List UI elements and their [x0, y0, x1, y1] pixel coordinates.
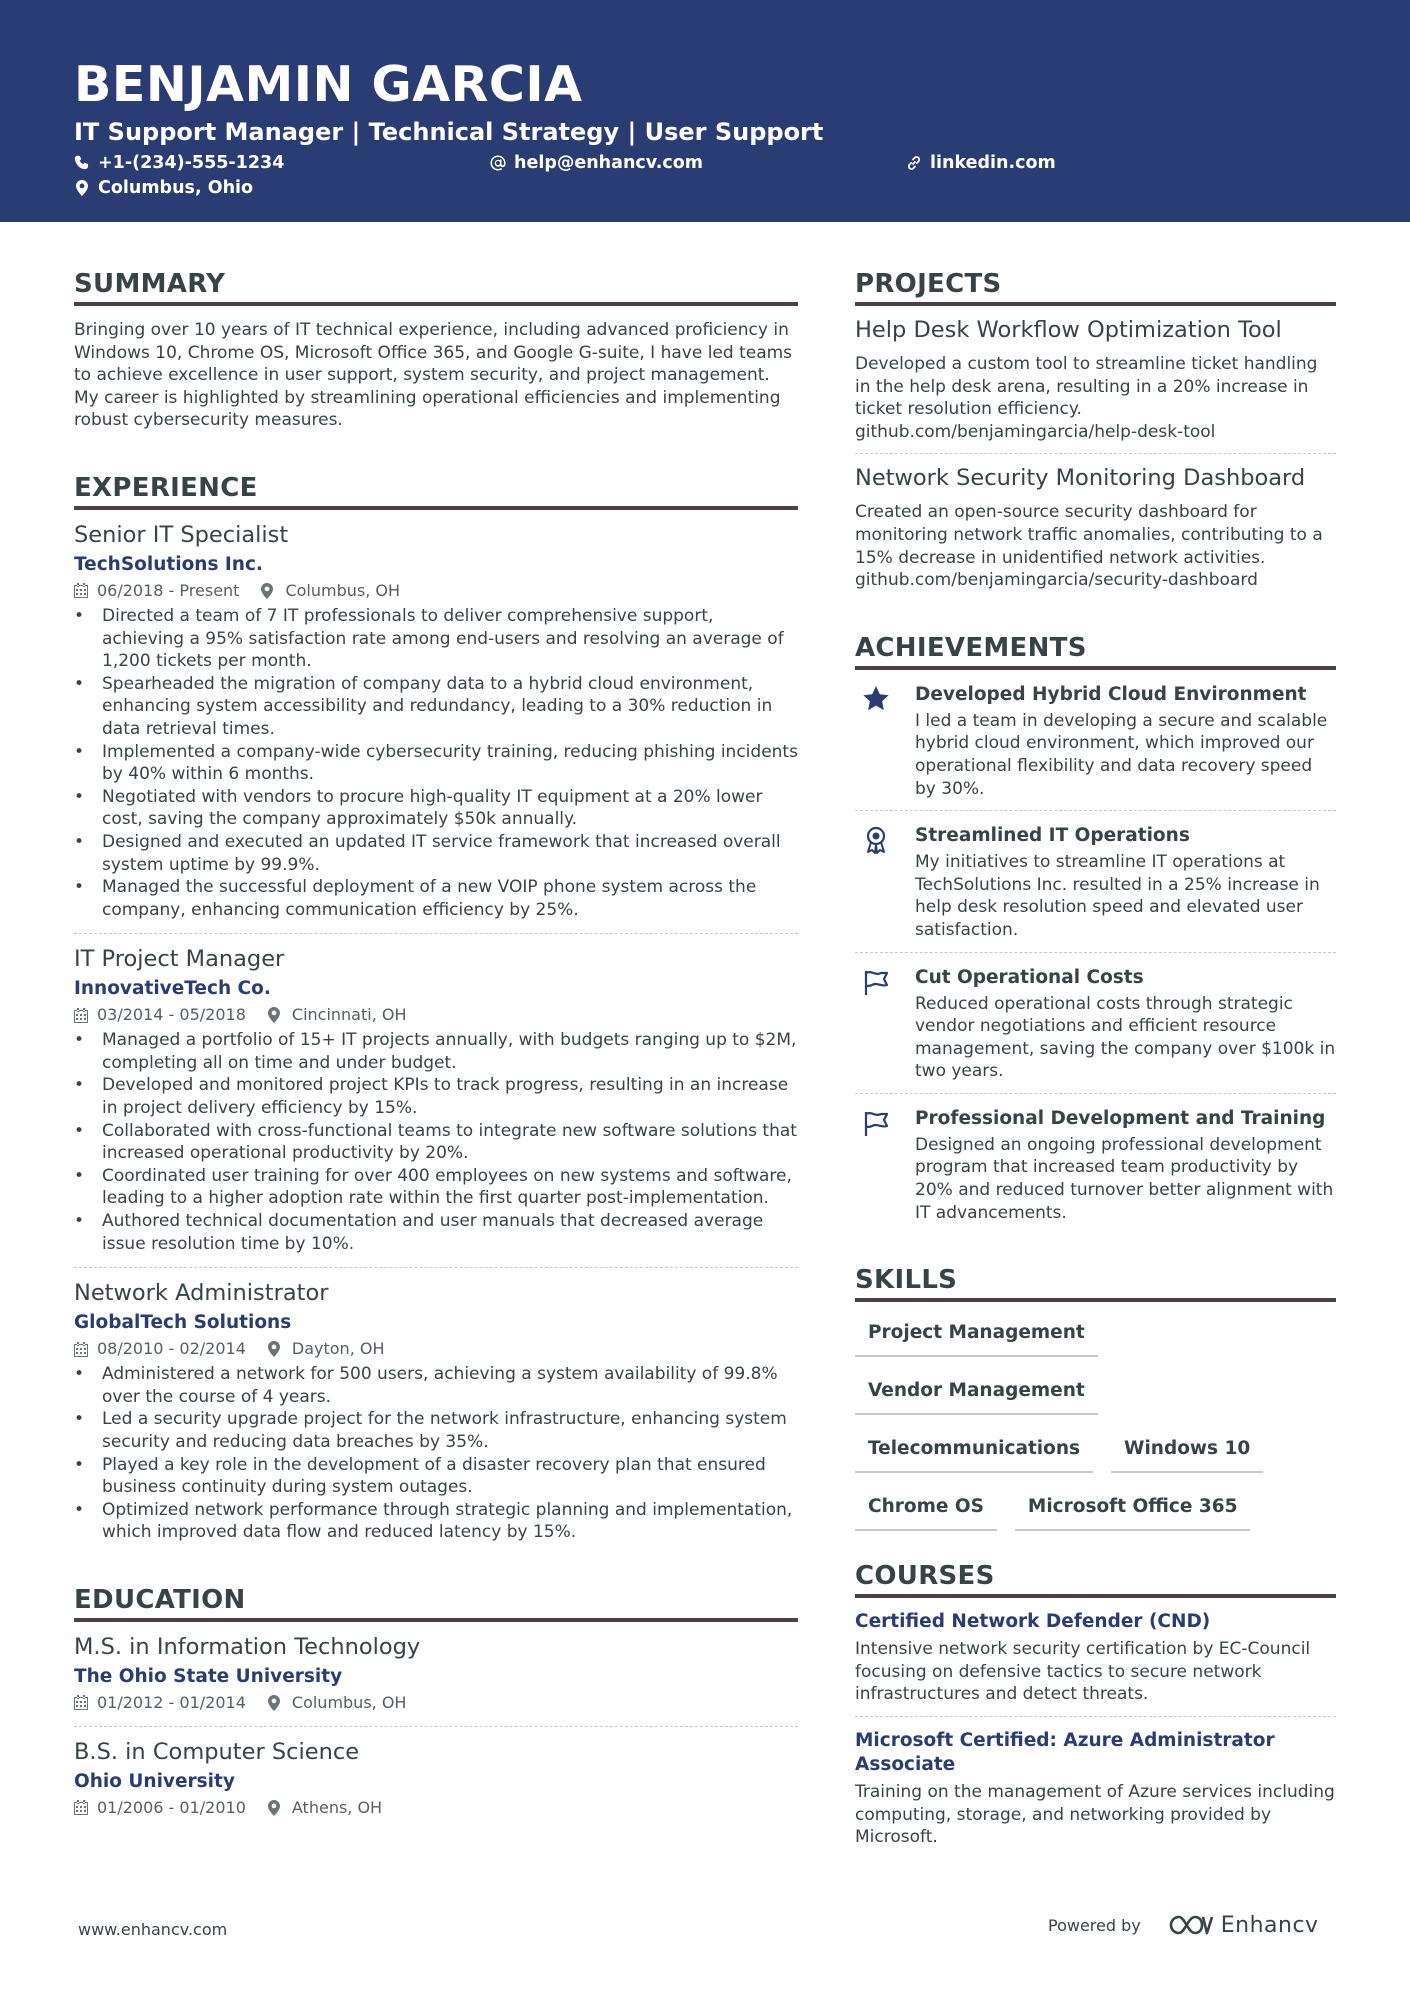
bullet-item: • Led a security upgrade project for the network infrastructure, enhancing system security and reducing data breaches by 35%. — [74, 1408, 798, 1453]
achievement-entry — [855, 670, 1336, 810]
flag-icon — [861, 1108, 891, 1138]
bullet-item: • Played a key role in the development of a disaster recovery plan that ensured business continuity during system outages. — [74, 1454, 798, 1499]
bullet-item: • Managed the successful deployment of a new VOIP phone system across the company, enhancing communication efficiency by 25%. — [74, 876, 798, 921]
education-meta — [74, 1797, 798, 1819]
footer-branding[interactable] — [1048, 1912, 1319, 1938]
contact-phone[interactable] — [74, 153, 284, 173]
email-text: help@enhancv.com — [514, 153, 704, 173]
school-name: Ohio University — [74, 1770, 235, 1792]
flag-icon — [861, 967, 891, 997]
courses-section — [855, 1560, 1336, 1859]
star-icon — [861, 684, 891, 714]
job-location: Columbus, OH — [285, 580, 401, 600]
section-title-skills: SKILLS — [855, 1264, 1336, 1302]
course-title: Certified Network Defender (CND) — [855, 1611, 1211, 1633]
course-entry — [855, 1716, 1336, 1859]
degree: M.S. in Information Technology — [74, 1633, 421, 1660]
achievement-description: I led a team in developing a secure and scalable hybrid cloud environment, which improved our operational flexibility and data recovery speed by 30%. — [915, 710, 1328, 799]
location-pin-icon — [74, 180, 90, 196]
project-title: Network Security Monitoring Dashboard — [855, 465, 1306, 492]
achievement-entry — [855, 810, 1336, 951]
location-pin-icon — [268, 1341, 280, 1357]
bullet-item: • Implemented a company-wide cybersecurity training, reducing phishing incidents by 40% within 6 months. — [74, 741, 798, 786]
contact-linkedin[interactable] — [906, 153, 1056, 173]
calendar-icon — [74, 1008, 88, 1023]
job-title: Network Administrator — [74, 1280, 329, 1307]
skills-list — [855, 1318, 1336, 1550]
course-description: Training on the management of Azure services including computing, storage, and networking provided by Microsoft. — [855, 1782, 1335, 1848]
job-bullets — [74, 1029, 798, 1255]
linkedin-text: linkedin.com — [930, 153, 1056, 173]
section-title-education: EDUCATION — [74, 1584, 798, 1622]
degree: B.S. in Computer Science — [74, 1738, 360, 1765]
job-title: IT Project Manager — [74, 946, 285, 973]
job-entry — [74, 510, 798, 933]
job-entry — [74, 1267, 798, 1556]
projects-section — [855, 268, 1336, 602]
location-text: Columbus, Ohio — [98, 178, 254, 198]
education-dates: 01/2006 - 01/2010 — [97, 1797, 246, 1817]
project-description: Developed a custom tool to streamline ticket handling in the help desk arena, resulting in a 20% increase in ticket resolution efficiency. github.com/benjamingarcia/help-desk-tool — [855, 354, 1318, 442]
course-description: Intensive network security certification by EC-Council focusing on defensive tactics to secure network infrastructures and detect threats. — [855, 1639, 1311, 1705]
education-location: Columbus, OH — [291, 1692, 407, 1712]
achievement-title: Cut Operational Costs — [915, 966, 1144, 988]
project-title: Help Desk Workflow Optimization Tool — [855, 317, 1282, 343]
course-title: Microsoft Certified: Azure Administrator Associate — [855, 1730, 1275, 1776]
enhancv-logo — [1167, 1912, 1319, 1938]
bullet-item: • Optimized network performance through strategic planning and implementation, which improved data flow and reduced latency by 15%. — [74, 1499, 798, 1544]
job-meta — [74, 1004, 798, 1026]
candidate-title: IT Support Manager | Technical Strategy | User Support — [74, 118, 824, 146]
calendar-icon — [74, 583, 88, 598]
section-title-courses: COURSES — [855, 1560, 1336, 1598]
skill-tag: Microsoft Office 365 — [1015, 1492, 1251, 1531]
bullet-item: • Authored technical documentation and user manuals that decreased average issue resolution time by 10%. — [74, 1210, 798, 1255]
achievements-section — [855, 632, 1336, 1235]
achievement-description: My initiatives to streamline IT operations at TechSolutions Inc. resulted in a 25% increase in help desk resolution speed and elevated user satisfaction. — [915, 852, 1320, 940]
job-title: Senior IT Specialist — [74, 521, 289, 548]
education-dates: 01/2012 - 01/2014 — [97, 1692, 246, 1712]
job-dates: 06/2018 - Present — [97, 580, 240, 600]
left-column — [74, 268, 798, 1831]
bullet-item: • Administered a network for 500 users, achieving a system availability of 99.8% over the course of 4 years. — [74, 1363, 798, 1408]
skill-tag: Project Management — [855, 1318, 1098, 1357]
section-title-experience: EXPERIENCE — [74, 472, 798, 510]
phone-text: +1-(234)-555-1234 — [98, 153, 285, 173]
experience-section — [74, 472, 798, 1556]
location-pin-icon — [268, 1800, 280, 1816]
section-title-achievements: ACHIEVEMENTS — [855, 632, 1336, 670]
bullet-item: • Negotiated with vendors to procure high-quality IT equipment at a 20% lower cost, saving the company approximately $50k annually. — [74, 786, 798, 831]
education-location: Athens, OH — [291, 1797, 383, 1817]
achievement-description: Designed an ongoing professional development program that increased team productivity by 20% and reduced turnover better alignment with IT advancements. — [915, 1134, 1334, 1223]
award-ribbon-icon — [861, 825, 891, 855]
bullet-item: • Designed and executed an updated IT service framework that increased overall system uptime by 99.9%. — [74, 831, 798, 876]
achievement-title: Developed Hybrid Cloud Environment — [915, 683, 1307, 705]
right-column — [855, 268, 1336, 1859]
section-title-summary: SUMMARY — [74, 268, 798, 306]
project-entry — [855, 306, 1336, 453]
location-pin-icon — [268, 1007, 280, 1023]
education-entry — [74, 1622, 798, 1726]
achievement-title: Streamlined IT Operations — [915, 825, 1190, 847]
location-pin-icon — [261, 583, 273, 599]
resume-header — [0, 0, 1410, 222]
education-meta — [74, 1692, 798, 1714]
job-bullets — [74, 605, 798, 921]
calendar-icon — [74, 1800, 88, 1815]
company-name: InnovativeTech Co. — [74, 978, 271, 1000]
project-description: Created an open-source security dashboard for monitoring network traffic anomalies, contributing to a 15% decrease in unidentified network activities. github.com/benjamingarcia/security-dashboard — [855, 502, 1323, 591]
job-meta — [74, 1338, 798, 1360]
job-bullets — [74, 1363, 798, 1544]
course-entry — [855, 1598, 1336, 1716]
job-location: Cincinnati, OH — [291, 1005, 407, 1025]
skill-tag: Telecommunications — [855, 1434, 1093, 1473]
job-entry — [74, 933, 798, 1267]
at-sign-icon — [490, 155, 506, 171]
candidate-name: BENJAMIN GARCIA — [74, 56, 583, 113]
company-name: TechSolutions Inc. — [74, 553, 263, 575]
summary-section — [74, 268, 798, 432]
contact-email[interactable] — [490, 153, 703, 173]
bullet-item: • Spearheaded the migration of company data to a hybrid cloud environment, enhancing system accessibility and redundancy, leading to a 30% reduction in data retrieval times. — [74, 673, 798, 741]
section-title-projects: PROJECTS — [855, 268, 1336, 306]
company-name: GlobalTech Solutions — [74, 1312, 292, 1334]
achievement-entry — [855, 1093, 1336, 1234]
skills-section — [855, 1264, 1336, 1550]
powered-by-text: Powered by — [1048, 1915, 1141, 1935]
achievement-entry — [855, 952, 1336, 1093]
bullet-item: • Directed a team of 7 IT professionals to deliver comprehensive support, achieving a 95% satisfaction rate among end-users and resolving an average of 1,200 tickets per month. — [74, 605, 798, 673]
summary-text: Bringing over 10 years of IT technical experience, including advanced proficiency in Windows 10, Chrome OS, Microsoft Office 365, and Google G-suite, I have led teams to achieve excellence in user support, system security, and project management. My career is highlighted by streamlining operational efficiencies and implementing robust cybersecurity measures. — [74, 320, 793, 431]
contact-location — [74, 178, 253, 198]
calendar-icon — [74, 1695, 88, 1710]
link-icon — [906, 155, 922, 171]
enhancv-logo-icon — [1167, 1912, 1215, 1938]
bullet-item: • Collaborated with cross-functional teams to integrate new software solutions that increased operational productivity by 20%. — [74, 1120, 798, 1165]
skill-tag: Vendor Management — [855, 1376, 1098, 1415]
education-entry — [74, 1726, 798, 1831]
calendar-icon — [74, 1342, 88, 1357]
skill-tag: Chrome OS — [855, 1492, 997, 1531]
job-meta — [74, 580, 798, 602]
brand-name: Enhancv — [1220, 1912, 1319, 1938]
bullet-item: • Developed and monitored project KPIs to track progress, resulting in an increase in project delivery efficiency by 15%. — [74, 1074, 798, 1119]
bullet-item: • Coordinated user training for over 400 employees on new systems and software, leading to a higher adoption rate within the first quarter post-implementation. — [74, 1165, 798, 1210]
achievement-title: Professional Development and Training — [915, 1107, 1326, 1129]
project-entry — [855, 453, 1336, 601]
bullet-item: • Managed a portfolio of 15+ IT projects annually, with budgets ranging up to $2M, completing all on time and under budget. — [74, 1029, 798, 1074]
skill-tag: Windows 10 — [1111, 1434, 1263, 1473]
achievement-description: Reduced operational costs through strategic vendor negotiations and efficient resource management, saving the company over $100k in two years. — [915, 993, 1336, 1082]
job-location: Dayton, OH — [291, 1339, 385, 1359]
school-name: The Ohio State University — [74, 1665, 343, 1687]
job-dates: 03/2014 - 05/2018 — [97, 1005, 246, 1025]
job-dates: 08/2010 - 02/2014 — [97, 1339, 246, 1359]
footer-website[interactable]: www.enhancv.com — [78, 1920, 228, 1939]
location-pin-icon — [268, 1695, 280, 1711]
education-section — [74, 1584, 798, 1831]
phone-icon — [74, 155, 90, 171]
